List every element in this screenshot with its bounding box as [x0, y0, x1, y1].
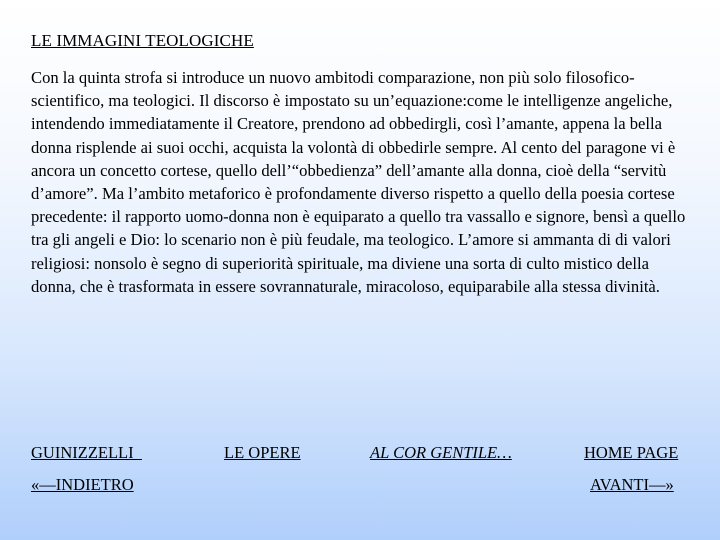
nav-link-home-page[interactable]: HOME PAGE — [584, 443, 679, 462]
nav-link-le-opere[interactable]: LE OPERE — [224, 443, 301, 462]
page-title: LE IMMAGINI TEOLOGICHE — [31, 31, 254, 50]
nav-link-indietro[interactable]: «—INDIETRO — [31, 475, 134, 494]
nav-link-avanti[interactable]: AVANTI—» — [590, 475, 674, 494]
nav-link-guinizzelli[interactable]: GUINIZZELLI — [31, 443, 142, 462]
body-paragraph: Con la quinta strofa si introduce un nuovo ambitodi comparazione, non più solo filosofico-scientifico, ma teologici. Il discorso è impostato su un’equazione:come le intelligenze angeliche, intendendo immediatamente il Creatore, prendono ad obbedirgli, così l’amante, appena la bella donna risplende ai suoi occhi, acquista la volontà di obbedirle sempre. Al cento del paragone vi è ancora un concetto cortese, quello dell’“obbedienza” dell’amante alla donna, cioè della “servitù d’amore”. Ma l’ambito metaforico è profondamente diverso rispetto a quello della poesia cortese precedente: il rapporto uomo-donna non è equiparato a quello tra vassallo e signore, bensì a quello tra gli angeli e Dio: lo scenario non è più feudale, ma teologico. L’amore si ammanta di di valori religiosi: nonsolo è segno di superiorità spirituale, ma diviene una sorta di culto mistico della donna, che è trasformata in essere sovrannaturale, miracoloso, equiparabile alla stessa divinità. — [31, 68, 686, 296]
nav-link-al-cor-gentile[interactable]: AL COR GENTILE… — [370, 443, 512, 462]
